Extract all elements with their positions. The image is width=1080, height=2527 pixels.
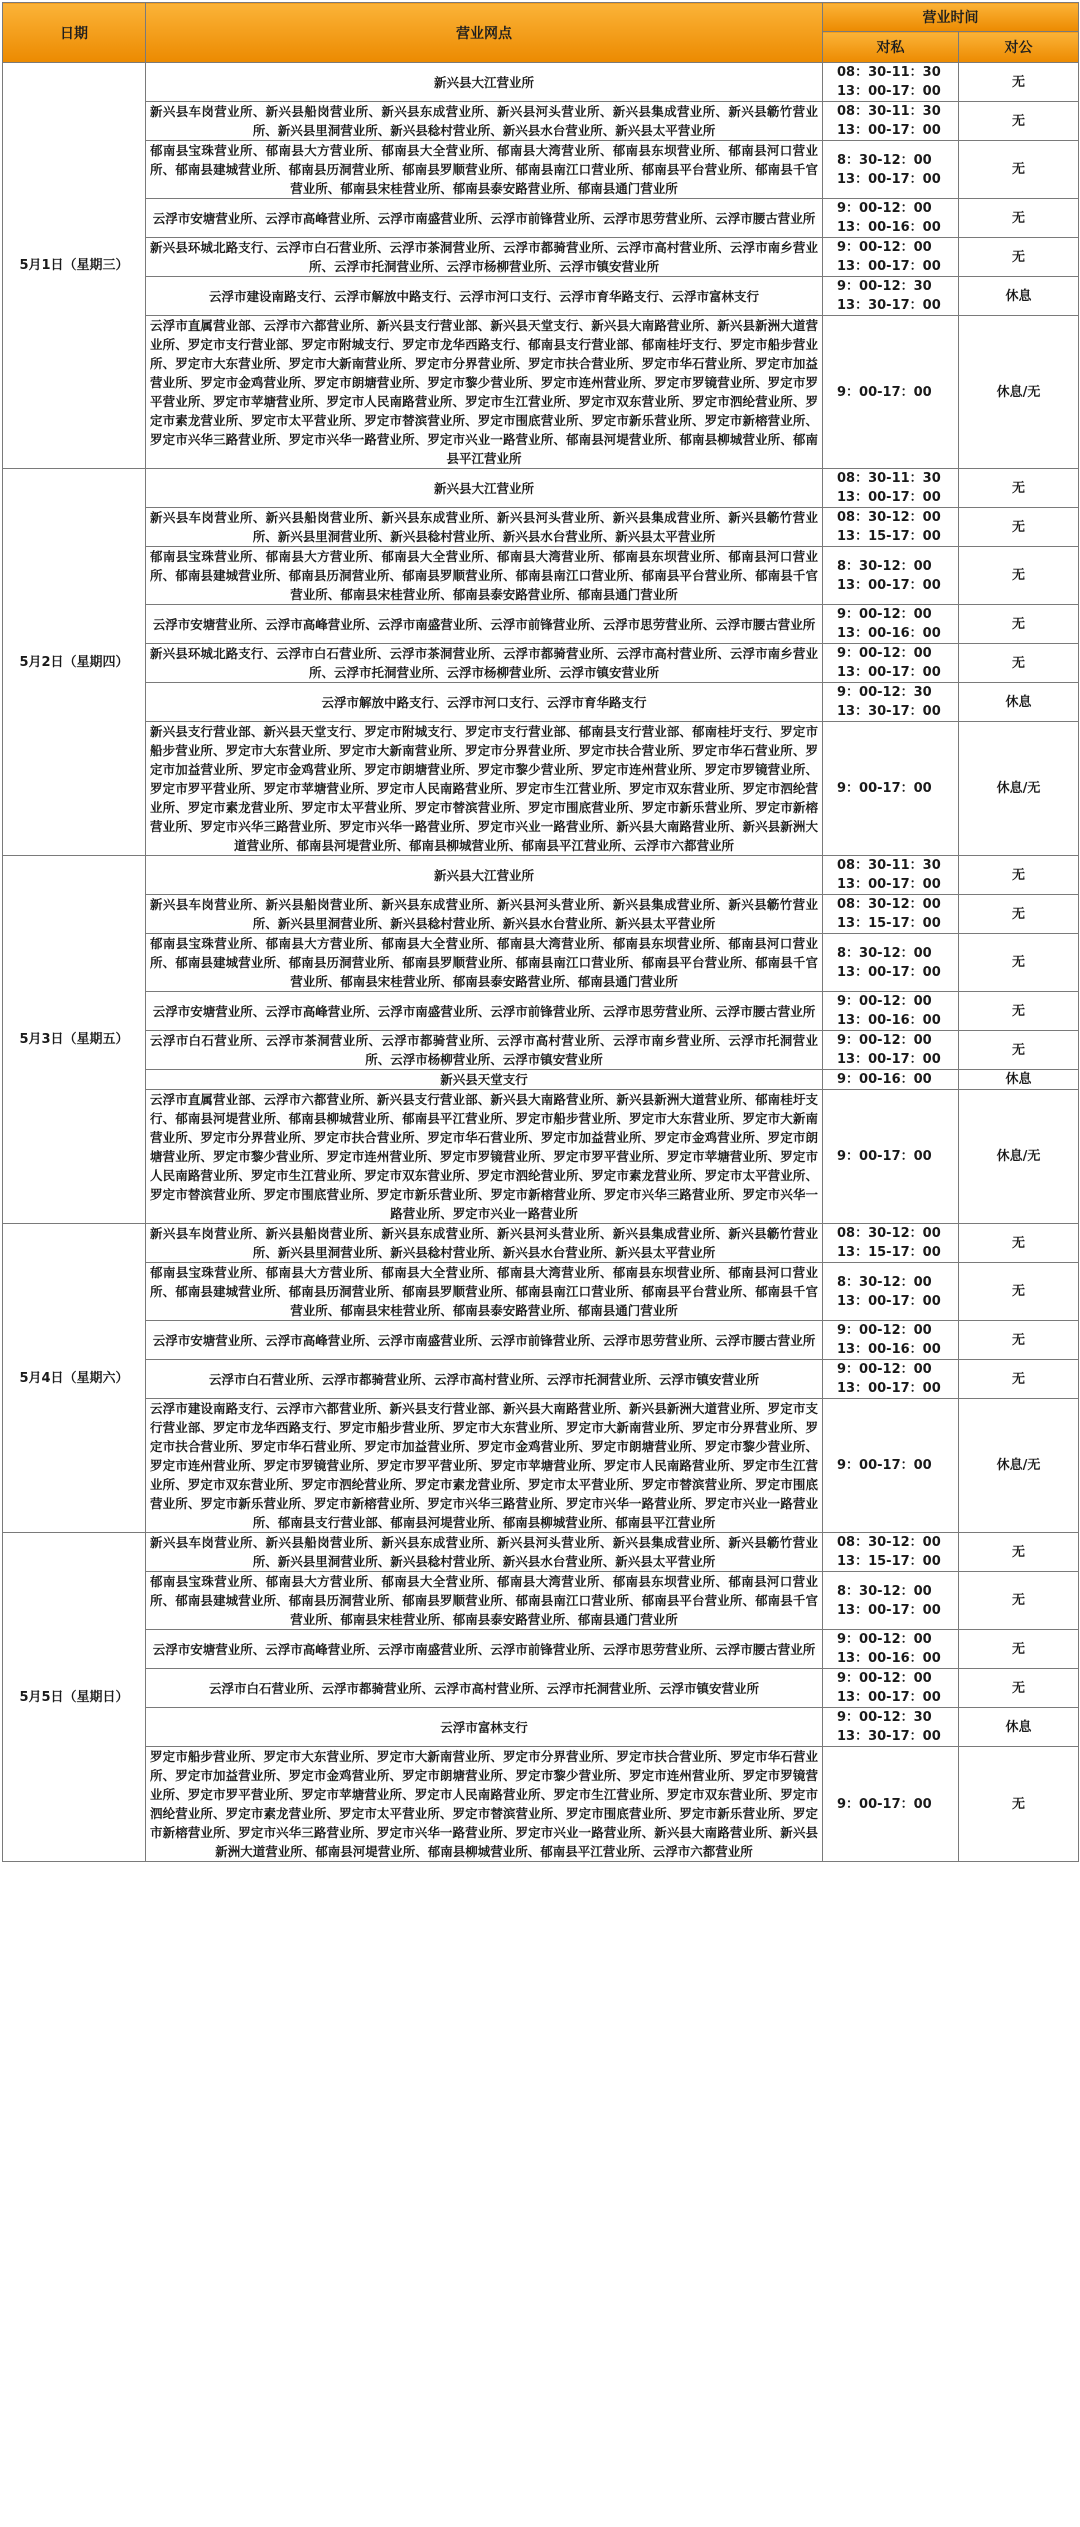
branch-list-cell: 新兴县环城北路支行、云浮市白石营业所、云浮市茶洞营业所、云浮市都骑营业所、云浮市高村营业所、云浮市南乡营业所、云浮市托洞营业所、云浮市杨柳营业所、云浮市镇安营业所 [146, 644, 823, 683]
schedule-row [3, 1399, 1079, 1533]
branch-list-cell: 新兴县车岗营业所、新兴县船岗营业所、新兴县东成营业所、新兴县河头营业所、新兴县集成营业所、新兴县簕竹营业所、新兴县里洞营业所、新兴县稔村营业所、新兴县水台营业所、新兴县太平营业所 [146, 508, 823, 547]
private-hours-header: 对私 [823, 32, 959, 63]
branch-list-cell: 云浮市安塘营业所、云浮市高峰营业所、云浮市南盛营业所、云浮市前锋营业所、云浮市思劳营业所、云浮市腰古营业所 [146, 605, 823, 644]
public-hours-cell: 休息 [959, 1070, 1079, 1090]
branch-list-cell: 新兴县车岗营业所、新兴县船岗营业所、新兴县东成营业所、新兴县河头营业所、新兴县集成营业所、新兴县簕竹营业所、新兴县里洞营业所、新兴县稔村营业所、新兴县水台营业所、新兴县太平营业所 [146, 895, 823, 934]
schedule-row [3, 992, 1079, 1031]
schedule-row [3, 238, 1079, 277]
private-hours-cell: 9：00-17：00 [823, 722, 959, 856]
private-hours-cell: 8：30-12：00 13：00-17：00 [823, 141, 959, 199]
public-hours-cell: 休息/无 [959, 1399, 1079, 1533]
schedule-row [3, 547, 1079, 605]
branch-list-cell: 云浮市建设南路支行、云浮市解放中路支行、云浮市河口支行、云浮市育华路支行、云浮市富林支行 [146, 277, 823, 316]
schedule-row [3, 1224, 1079, 1263]
schedule-row [3, 934, 1079, 992]
branch-list-cell: 云浮市安塘营业所、云浮市高峰营业所、云浮市南盛营业所、云浮市前锋营业所、云浮市思劳营业所、云浮市腰古营业所 [146, 992, 823, 1031]
schedule-row [3, 1747, 1079, 1862]
schedule-row [3, 63, 1079, 102]
public-hours-cell: 无 [959, 1321, 1079, 1360]
public-hours-cell: 无 [959, 63, 1079, 102]
schedule-row [3, 644, 1079, 683]
private-hours-cell: 9：00-17：00 [823, 1399, 959, 1533]
private-hours-cell: 8：30-12：00 13：00-17：00 [823, 547, 959, 605]
private-hours-cell: 9：00-12：00 13：00-17：00 [823, 1669, 959, 1708]
holiday-hours-table [2, 2, 1079, 1862]
private-hours-cell: 08：30-12：00 13：15-17：00 [823, 895, 959, 934]
branch-list-cell: 郁南县宝珠营业所、郁南县大方营业所、郁南县大全营业所、郁南县大湾营业所、郁南县东坝营业所、郁南县河口营业所、郁南县建城营业所、郁南县历洞营业所、郁南县罗顺营业所、郁南县南江口营业所、郁南县平台营业所、郁南县千官营业所、郁南县宋桂营业所、郁南县泰安路营业所、郁南县通门营业所 [146, 1263, 823, 1321]
date-cell: 5月3日（星期五） [3, 856, 146, 1224]
schedule-row [3, 1669, 1079, 1708]
public-hours-cell: 无 [959, 199, 1079, 238]
schedule-row [3, 1708, 1079, 1747]
public-hours-cell: 休息/无 [959, 316, 1079, 469]
schedule-row [3, 895, 1079, 934]
private-hours-cell: 9：00-12：00 13：00-16：00 [823, 1321, 959, 1360]
public-hours-cell: 无 [959, 1533, 1079, 1572]
date-column-header: 日期 [3, 3, 146, 63]
schedule-row [3, 508, 1079, 547]
schedule-row [3, 316, 1079, 469]
branch-list-cell: 郁南县宝珠营业所、郁南县大方营业所、郁南县大全营业所、郁南县大湾营业所、郁南县东坝营业所、郁南县河口营业所、郁南县建城营业所、郁南县历洞营业所、郁南县罗顺营业所、郁南县南江口营业所、郁南县平台营业所、郁南县千官营业所、郁南县宋桂营业所、郁南县泰安路营业所、郁南县通门营业所 [146, 934, 823, 992]
branch-list-cell: 新兴县车岗营业所、新兴县船岗营业所、新兴县东成营业所、新兴县河头营业所、新兴县集成营业所、新兴县簕竹营业所、新兴县里洞营业所、新兴县稔村营业所、新兴县水台营业所、新兴县太平营业所 [146, 1533, 823, 1572]
branch-list-cell: 新兴县环城北路支行、云浮市白石营业所、云浮市茶洞营业所、云浮市都骑营业所、云浮市高村营业所、云浮市南乡营业所、云浮市托洞营业所、云浮市杨柳营业所、云浮市镇安营业所 [146, 238, 823, 277]
private-hours-cell: 9：00-12：00 13：00-17：00 [823, 238, 959, 277]
private-hours-cell: 9：00-12：00 13：00-16：00 [823, 605, 959, 644]
schedule-body [3, 63, 1079, 1862]
private-hours-cell: 9：00-12：00 13：00-16：00 [823, 992, 959, 1031]
public-hours-cell: 无 [959, 508, 1079, 547]
private-hours-cell: 9：00-12：00 13：00-17：00 [823, 1031, 959, 1070]
branch-list-cell: 云浮市富林支行 [146, 1708, 823, 1747]
public-hours-cell: 休息 [959, 277, 1079, 316]
public-hours-cell: 无 [959, 644, 1079, 683]
public-hours-cell: 无 [959, 1263, 1079, 1321]
branch-list-cell: 云浮市白石营业所、云浮市茶洞营业所、云浮市都骑营业所、云浮市高村营业所、云浮市南乡营业所、云浮市托洞营业所、云浮市杨柳营业所、云浮市镇安营业所 [146, 1031, 823, 1070]
private-hours-cell: 9：00-17：00 [823, 1747, 959, 1862]
public-hours-cell: 无 [959, 895, 1079, 934]
private-hours-cell: 08：30-12：00 13：15-17：00 [823, 1533, 959, 1572]
schedule-row [3, 1321, 1079, 1360]
branch-column-header: 营业网点 [146, 3, 823, 63]
date-cell: 5月2日（星期四） [3, 469, 146, 856]
branch-list-cell: 云浮市安塘营业所、云浮市高峰营业所、云浮市南盛营业所、云浮市前锋营业所、云浮市思劳营业所、云浮市腰古营业所 [146, 1630, 823, 1669]
branch-list-cell: 新兴县车岗营业所、新兴县船岗营业所、新兴县东成营业所、新兴县河头营业所、新兴县集成营业所、新兴县簕竹营业所、新兴县里洞营业所、新兴县稔村营业所、新兴县水台营业所、新兴县太平营业所 [146, 102, 823, 141]
private-hours-cell: 9：00-12：30 13：30-17：00 [823, 277, 959, 316]
schedule-row [3, 199, 1079, 238]
schedule-row [3, 102, 1079, 141]
schedule-row [3, 277, 1079, 316]
branch-list-cell: 郁南县宝珠营业所、郁南县大方营业所、郁南县大全营业所、郁南县大湾营业所、郁南县东坝营业所、郁南县河口营业所、郁南县建城营业所、郁南县历洞营业所、郁南县罗顺营业所、郁南县南江口营业所、郁南县平台营业所、郁南县千官营业所、郁南县宋桂营业所、郁南县泰安路营业所、郁南县通门营业所 [146, 1572, 823, 1630]
public-hours-cell: 无 [959, 992, 1079, 1031]
branch-list-cell: 云浮市安塘营业所、云浮市高峰营业所、云浮市南盛营业所、云浮市前锋营业所、云浮市思劳营业所、云浮市腰古营业所 [146, 1321, 823, 1360]
private-hours-cell: 08：30-11：30 13：00-17：00 [823, 469, 959, 508]
public-hours-cell: 无 [959, 1630, 1079, 1669]
public-hours-cell: 休息 [959, 1708, 1079, 1747]
branch-list-cell: 郁南县宝珠营业所、郁南县大方营业所、郁南县大全营业所、郁南县大湾营业所、郁南县东坝营业所、郁南县河口营业所、郁南县建城营业所、郁南县历洞营业所、郁南县罗顺营业所、郁南县南江口营业所、郁南县平台营业所、郁南县千官营业所、郁南县宋桂营业所、郁南县泰安路营业所、郁南县通门营业所 [146, 547, 823, 605]
public-hours-cell: 休息/无 [959, 722, 1079, 856]
public-hours-cell: 无 [959, 1669, 1079, 1708]
branch-list-cell: 新兴县大江营业所 [146, 856, 823, 895]
schedule-row [3, 856, 1079, 895]
private-hours-cell: 08：30-11：30 13：00-17：00 [823, 102, 959, 141]
public-hours-cell: 无 [959, 605, 1079, 644]
schedule-row [3, 683, 1079, 722]
public-hours-cell: 无 [959, 1747, 1079, 1862]
branch-list-cell: 新兴县大江营业所 [146, 469, 823, 508]
branch-list-cell: 新兴县车岗营业所、新兴县船岗营业所、新兴县东成营业所、新兴县河头营业所、新兴县集成营业所、新兴县簕竹营业所、新兴县里洞营业所、新兴县稔村营业所、新兴县水台营业所、新兴县太平营业所 [146, 1224, 823, 1263]
private-hours-cell: 9：00-12：30 13：30-17：00 [823, 1708, 959, 1747]
schedule-row [3, 722, 1079, 856]
schedule-row [3, 1090, 1079, 1224]
branch-list-cell: 新兴县支行营业部、新兴县天堂支行、罗定市附城支行、罗定市支行营业部、郁南县支行营业部、郁南桂圩支行、罗定市船步营业所、罗定市大东营业所、罗定市大新南营业所、罗定市分界营业所、罗定市扶合营业所、罗定市华石营业所、罗定市加益营业所、罗定市金鸡营业所、罗定市朗塘营业所、罗定市黎少营业所、罗定市连州营业所、罗定市罗镜营业所、罗定市罗平营业所、罗定市苹塘营业所、罗定市人民南路营业所、罗定市生江营业所、罗定市双东营业所、罗定市泗纶营业所、罗定市素龙营业所、罗定市太平营业所、罗定市替滨营业所、罗定市围底营业所、罗定市新乐营业所、罗定市新榕营业所、罗定市兴华三路营业所、罗定市兴华一路营业所、罗定市兴业一路营业所、新兴县大南路营业所、新兴县新洲大道营业所、郁南县河堤营业所、郁南县柳城营业所、郁南县平江营业所、云浮市六都营业所 [146, 722, 823, 856]
public-hours-cell: 无 [959, 1031, 1079, 1070]
public-hours-cell: 休息 [959, 683, 1079, 722]
branch-list-cell: 云浮市白石营业所、云浮市都骑营业所、云浮市高村营业所、云浮市托洞营业所、云浮市镇安营业所 [146, 1360, 823, 1399]
date-cell: 5月1日（星期三） [3, 63, 146, 469]
public-hours-cell: 无 [959, 856, 1079, 895]
public-hours-cell: 无 [959, 238, 1079, 277]
schedule-row [3, 1630, 1079, 1669]
branch-list-cell: 云浮市白石营业所、云浮市都骑营业所、云浮市高村营业所、云浮市托洞营业所、云浮市镇安营业所 [146, 1669, 823, 1708]
branch-list-cell: 罗定市船步营业所、罗定市大东营业所、罗定市大新南营业所、罗定市分界营业所、罗定市扶合营业所、罗定市华石营业所、罗定市加益营业所、罗定市金鸡营业所、罗定市朗塘营业所、罗定市黎少营业所、罗定市连州营业所、罗定市罗镜营业所、罗定市罗平营业所、罗定市苹塘营业所、罗定市人民南路营业所、罗定市生江营业所、罗定市双东营业所、罗定市泗纶营业所、罗定市素龙营业所、罗定市太平营业所、罗定市替滨营业所、罗定市围底营业所、罗定市新乐营业所、罗定市新榕营业所、罗定市兴华三路营业所、罗定市兴华一路营业所、罗定市兴业一路营业所、新兴县大南路营业所、新兴县新洲大道营业所、郁南县河堤营业所、郁南县柳城营业所、郁南县平江营业所、云浮市六都营业所 [146, 1747, 823, 1862]
branch-list-cell: 云浮市解放中路支行、云浮市河口支行、云浮市育华路支行 [146, 683, 823, 722]
schedule-row [3, 1263, 1079, 1321]
public-hours-cell: 无 [959, 1572, 1079, 1630]
schedule-row [3, 469, 1079, 508]
public-hours-cell: 无 [959, 1360, 1079, 1399]
branch-list-cell: 新兴县大江营业所 [146, 63, 823, 102]
schedule-row [3, 141, 1079, 199]
schedule-row [3, 1031, 1079, 1070]
branch-list-cell: 云浮市建设南路支行、云浮市六都营业所、新兴县支行营业部、新兴县大南路营业所、新兴县新洲大道营业所、罗定市支行营业部、罗定市龙华西路支行、罗定市船步营业所、罗定市大东营业所、罗定市大新南营业所、罗定市分界营业所、罗定市扶合营业所、罗定市华石营业所、罗定市加益营业所、罗定市金鸡营业所、罗定市朗塘营业所、罗定市黎少营业所、罗定市连州营业所、罗定市罗镜营业所、罗定市罗平营业所、罗定市苹塘营业所、罗定市人民南路营业所、罗定市生江营业所、罗定市双东营业所、罗定市泗纶营业所、罗定市素龙营业所、罗定市太平营业所、罗定市替滨营业所、罗定市围底营业所、罗定市新乐营业所、罗定市新榕营业所、罗定市兴华三路营业所、罗定市兴华一路营业所、罗定市兴业一路营业所、郁南县支行营业部、郁南县河堤营业所、郁南县柳城营业所、郁南县平江营业所 [146, 1399, 823, 1533]
private-hours-cell: 08：30-11：30 13：00-17：00 [823, 63, 959, 102]
hours-column-header: 营业时间 [823, 3, 1079, 32]
private-hours-cell: 08：30-12：00 13：15-17：00 [823, 508, 959, 547]
public-hours-cell: 无 [959, 141, 1079, 199]
private-hours-cell: 9：00-17：00 [823, 1090, 959, 1224]
branch-list-cell: 郁南县宝珠营业所、郁南县大方营业所、郁南县大全营业所、郁南县大湾营业所、郁南县东坝营业所、郁南县河口营业所、郁南县建城营业所、郁南县历洞营业所、郁南县罗顺营业所、郁南县南江口营业所、郁南县平台营业所、郁南县千官营业所、郁南县宋桂营业所、郁南县泰安路营业所、郁南县通门营业所 [146, 141, 823, 199]
private-hours-cell: 9：00-12：30 13：30-17：00 [823, 683, 959, 722]
public-hours-cell: 无 [959, 102, 1079, 141]
private-hours-cell: 08：30-12：00 13：15-17：00 [823, 1224, 959, 1263]
private-hours-cell: 9：00-12：00 13：00-17：00 [823, 1360, 959, 1399]
private-hours-cell: 9：00-12：00 13：00-16：00 [823, 199, 959, 238]
branch-list-cell: 云浮市直属营业部、云浮市六都营业所、新兴县支行营业部、新兴县天堂支行、新兴县大南路营业所、新兴县新洲大道营业所、罗定市支行营业部、罗定市附城支行、罗定市龙华西路支行、郁南县支行营业部、郁南桂圩支行、罗定市船步营业所、罗定市大东营业所、罗定市大新南营业所、罗定市分界营业所、罗定市扶合营业所、罗定市华石营业所、罗定市加益营业所、罗定市金鸡营业所、罗定市朗塘营业所、罗定市黎少营业所、罗定市连州营业所、罗定市罗镜营业所、罗定市罗平营业所、罗定市苹塘营业所、罗定市人民南路营业所、罗定市生江营业所、罗定市双东营业所、罗定市泗纶营业所、罗定市素龙营业所、罗定市太平营业所、罗定市替滨营业所、罗定市围底营业所、罗定市新乐营业所、罗定市新榕营业所、罗定市兴华三路营业所、罗定市兴华一路营业所、罗定市兴业一路营业所、郁南县河堤营业所、郁南县柳城营业所、郁南县平江营业所 [146, 316, 823, 469]
date-cell: 5月4日（星期六） [3, 1224, 146, 1533]
public-hours-cell: 无 [959, 934, 1079, 992]
branch-list-cell: 新兴县天堂支行 [146, 1070, 823, 1090]
schedule-row [3, 1533, 1079, 1572]
public-hours-cell: 休息/无 [959, 1090, 1079, 1224]
public-hours-cell: 无 [959, 547, 1079, 605]
private-hours-cell: 8：30-12：00 13：00-17：00 [823, 1263, 959, 1321]
public-hours-header: 对公 [959, 32, 1079, 63]
private-hours-cell: 08：30-11：30 13：00-17：00 [823, 856, 959, 895]
schedule-row [3, 1070, 1079, 1090]
private-hours-cell: 8：30-12：00 13：00-17：00 [823, 1572, 959, 1630]
private-hours-cell: 9：00-17：00 [823, 316, 959, 469]
date-cell: 5月5日（星期日） [3, 1533, 146, 1862]
schedule-row [3, 1360, 1079, 1399]
branch-list-cell: 云浮市直属营业部、云浮市六都营业所、新兴县支行营业部、新兴县大南路营业所、新兴县新洲大道营业所、郁南桂圩支行、郁南县河堤营业所、郁南县柳城营业所、郁南县平江营业所、罗定市船步营业所、罗定市大东营业所、罗定市大新南营业所、罗定市分界营业所、罗定市扶合营业所、罗定市华石营业所、罗定市加益营业所、罗定市金鸡营业所、罗定市朗塘营业所、罗定市黎少营业所、罗定市连州营业所、罗定市罗镜营业所、罗定市罗平营业所、罗定市苹塘营业所、罗定市人民南路营业所、罗定市生江营业所、罗定市双东营业所、罗定市泗纶营业所、罗定市素龙营业所、罗定市太平营业所、罗定市替滨营业所、罗定市围底营业所、罗定市新乐营业所、罗定市新榕营业所、罗定市兴华三路营业所、罗定市兴华一路营业所、罗定市兴业一路营业所 [146, 1090, 823, 1224]
schedule-row [3, 1572, 1079, 1630]
public-hours-cell: 无 [959, 469, 1079, 508]
schedule-row [3, 605, 1079, 644]
private-hours-cell: 9：00-12：00 13：00-16：00 [823, 1630, 959, 1669]
public-hours-cell: 无 [959, 1224, 1079, 1263]
private-hours-cell: 8：30-12：00 13：00-17：00 [823, 934, 959, 992]
private-hours-cell: 9：00-16：00 [823, 1070, 959, 1090]
branch-list-cell: 云浮市安塘营业所、云浮市高峰营业所、云浮市南盛营业所、云浮市前锋营业所、云浮市思劳营业所、云浮市腰古营业所 [146, 199, 823, 238]
private-hours-cell: 9：00-12：00 13：00-17：00 [823, 644, 959, 683]
